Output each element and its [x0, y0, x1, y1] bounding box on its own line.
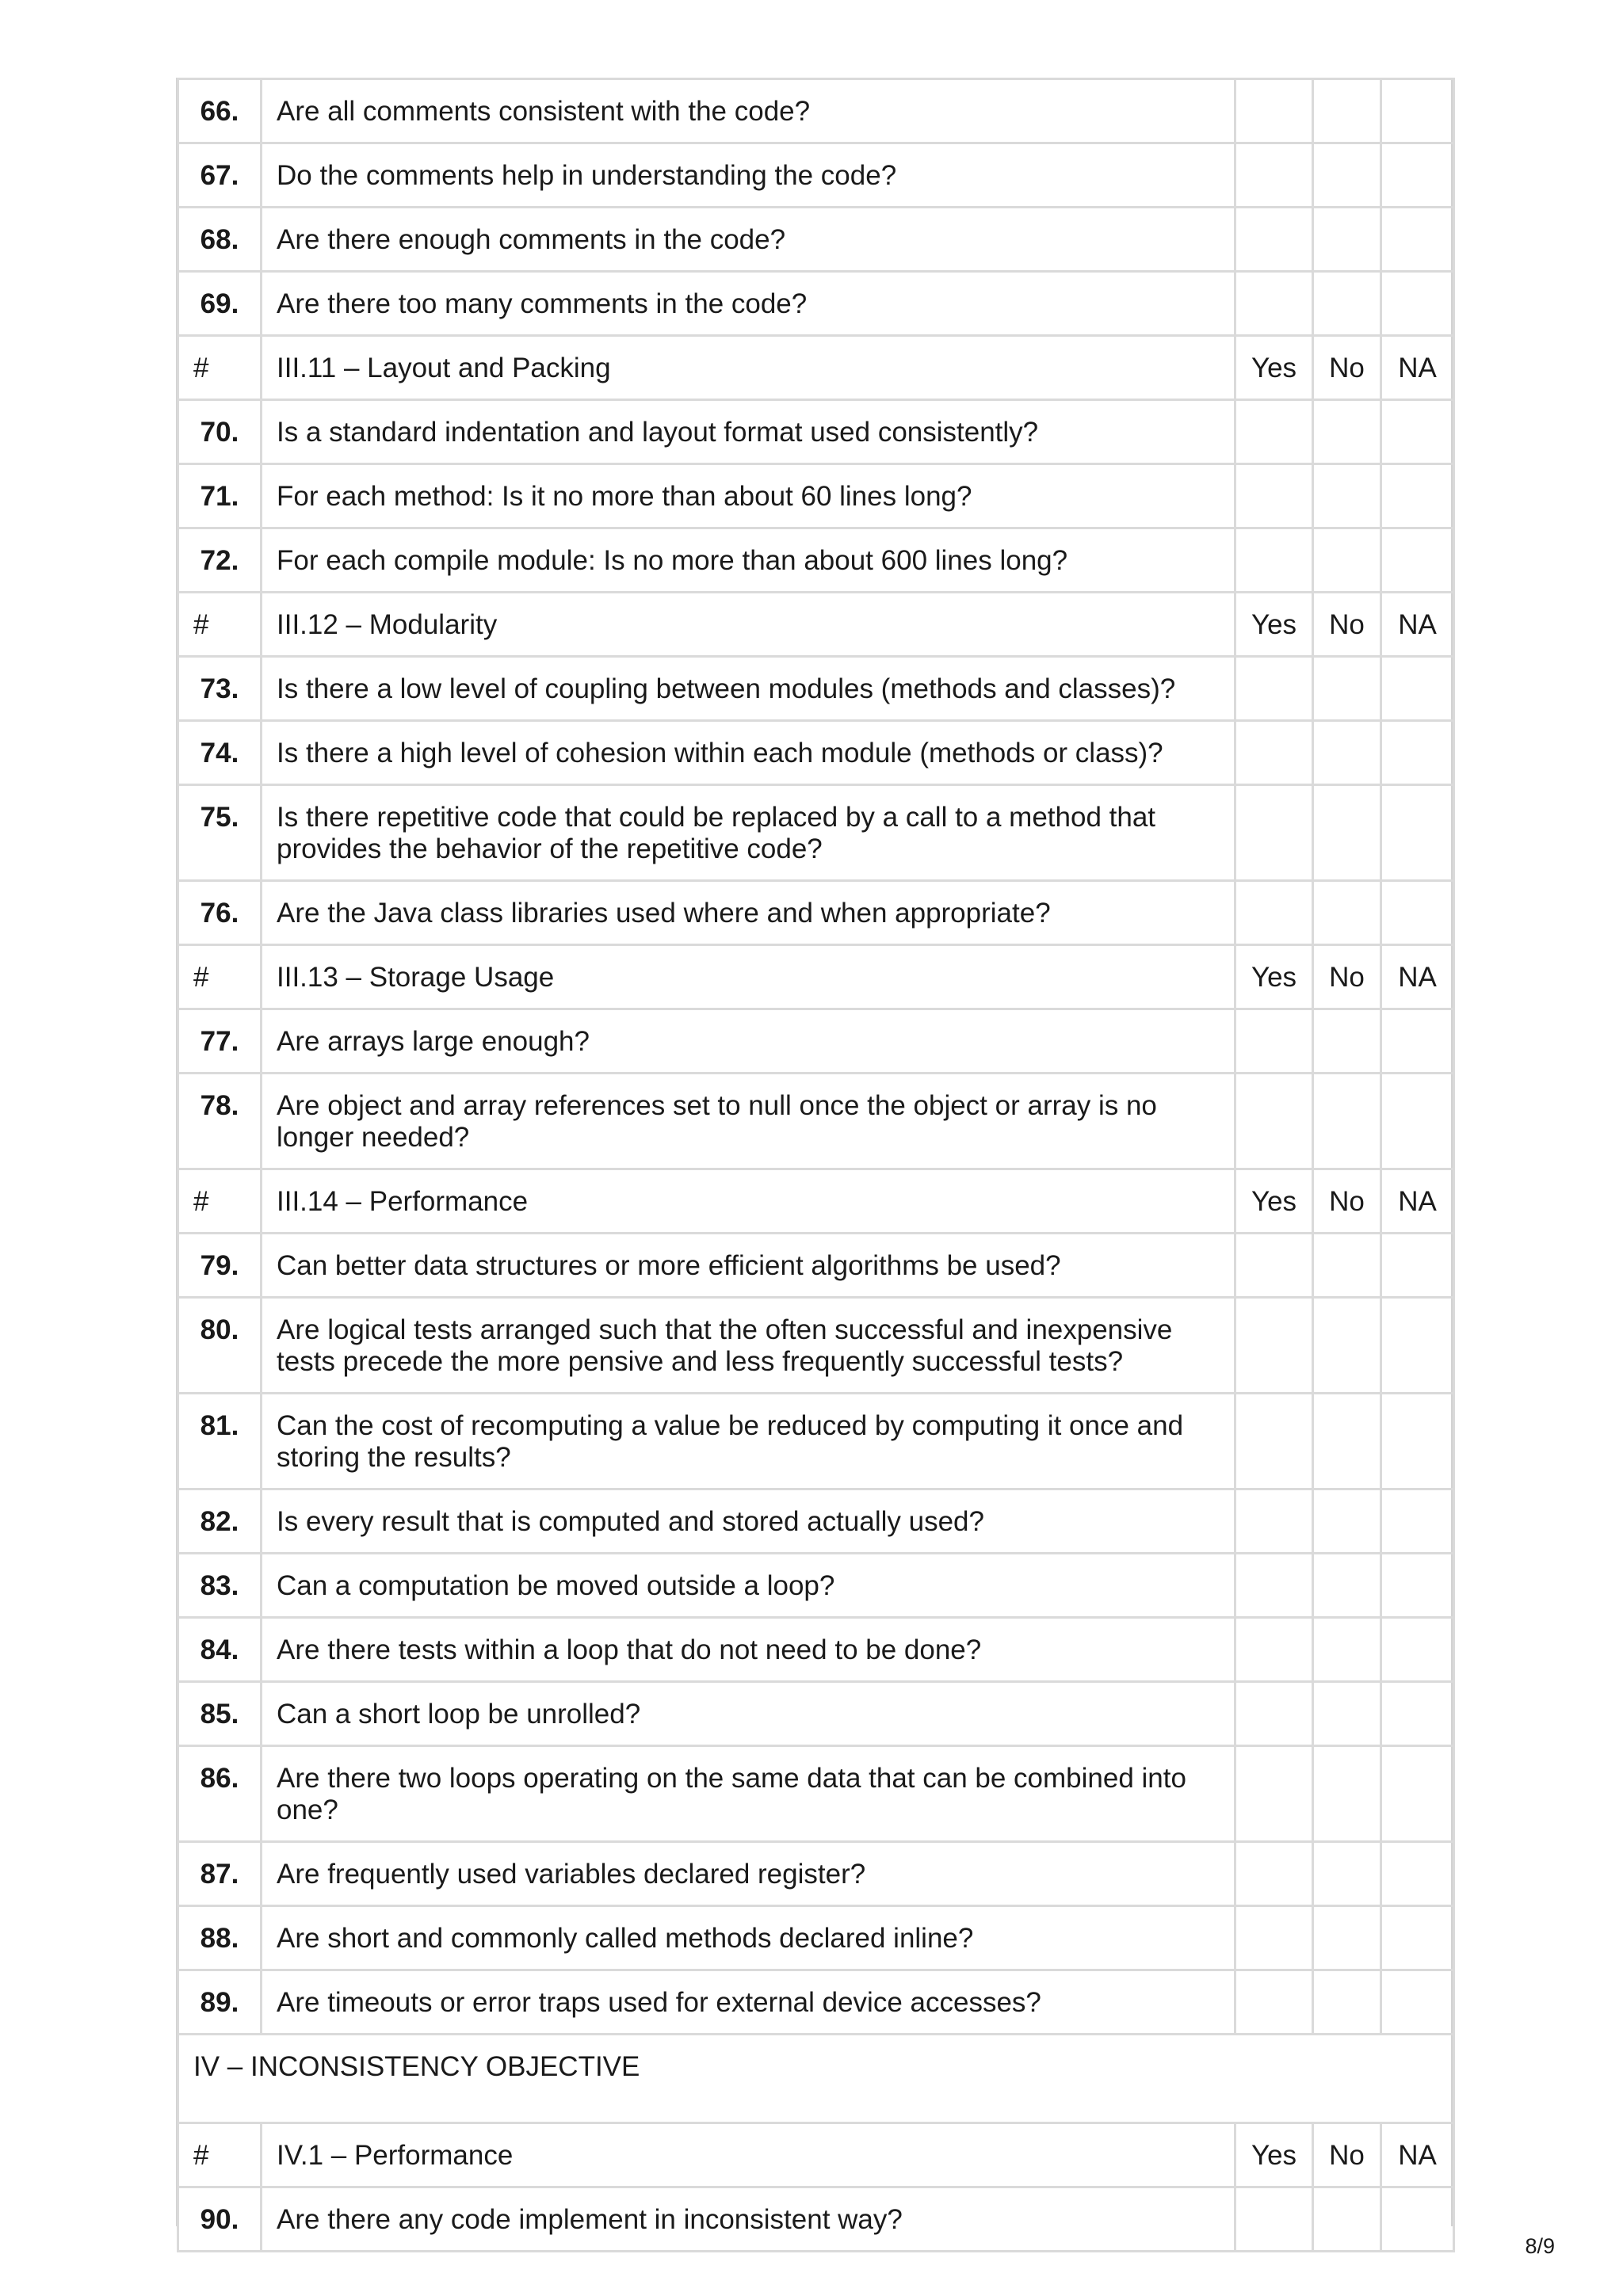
item-question: Are short and commonly called methods declared inline?	[262, 1906, 1235, 1970]
checklist-item-row	[178, 1618, 1454, 1682]
checklist-item-row	[178, 1298, 1454, 1394]
yes-answer-cell	[1235, 1906, 1313, 1970]
section-hash: #	[178, 1169, 262, 1234]
item-question: Can the cost of recomputing a value be reduced by computing it once and storing the results?	[262, 1394, 1235, 1489]
checklist-item-row	[178, 785, 1454, 881]
section-header-row	[178, 945, 1454, 1009]
na-answer-cell	[1381, 1298, 1454, 1394]
na-answer-cell	[1381, 721, 1454, 785]
na-answer-cell	[1381, 657, 1454, 721]
no-answer-cell	[1313, 1842, 1381, 1906]
no-answer-cell	[1313, 1009, 1381, 1074]
item-question: Are arrays large enough?	[262, 1009, 1235, 1074]
checklist-item-row	[178, 528, 1454, 593]
no-answer-cell	[1313, 464, 1381, 528]
na-answer-cell	[1381, 1074, 1454, 1169]
checklist-item-row	[178, 1906, 1454, 1970]
no-answer-cell	[1313, 785, 1381, 881]
no-answer-cell	[1313, 2187, 1381, 2252]
checklist-item-row	[178, 657, 1454, 721]
item-question: Can a short loop be unrolled?	[262, 1682, 1235, 1746]
yes-answer-cell	[1235, 1009, 1313, 1074]
item-question: For each compile module: Is no more than about 600 lines long?	[262, 528, 1235, 593]
yes-answer-cell	[1235, 1489, 1313, 1554]
item-question: Are logical tests arranged such that the often successful and inexpensive tests precede the more pensive and less frequently successful tests?	[262, 1298, 1235, 1394]
no-answer-cell	[1313, 143, 1381, 208]
na-answer-cell	[1381, 1394, 1454, 1489]
yes-answer-cell	[1235, 1394, 1313, 1489]
na-answer-cell	[1381, 272, 1454, 336]
item-number: 70.	[178, 400, 262, 464]
item-number: 89.	[178, 1970, 262, 2035]
no-answer-cell	[1313, 1554, 1381, 1618]
no-answer-cell	[1313, 208, 1381, 272]
yes-answer-cell	[1235, 721, 1313, 785]
checklist-item-row	[178, 1074, 1454, 1169]
section-header-row	[178, 2123, 1454, 2187]
yes-answer-cell	[1235, 528, 1313, 593]
item-number: 76.	[178, 881, 262, 945]
yes-column-header: Yes	[1235, 1169, 1313, 1234]
yes-column-header: Yes	[1235, 945, 1313, 1009]
yes-answer-cell	[1235, 79, 1313, 143]
item-number: 88.	[178, 1906, 262, 1970]
item-number: 86.	[178, 1746, 262, 1842]
section-hash: #	[178, 945, 262, 1009]
item-number: 82.	[178, 1489, 262, 1554]
page-number: 8/9	[1525, 2234, 1555, 2258]
na-answer-cell	[1381, 1970, 1454, 2035]
na-answer-cell	[1381, 528, 1454, 593]
checklist-item-row	[178, 1394, 1454, 1489]
item-number: 90.	[178, 2187, 262, 2252]
no-answer-cell	[1313, 1074, 1381, 1169]
na-answer-cell	[1381, 1906, 1454, 1970]
item-question: Is there a low level of coupling between modules (methods and classes)?	[262, 657, 1235, 721]
section-title: III.14 – Performance	[262, 1169, 1235, 1234]
objective-title: IV – INCONSISTENCY OBJECTIVE	[178, 2035, 1454, 2123]
yes-answer-cell	[1235, 400, 1313, 464]
section-title: III.12 – Modularity	[262, 593, 1235, 657]
yes-answer-cell	[1235, 881, 1313, 945]
no-answer-cell	[1313, 1906, 1381, 1970]
item-question: Are there tests within a loop that do not need to be done?	[262, 1618, 1235, 1682]
item-number: 69.	[178, 272, 262, 336]
yes-answer-cell	[1235, 1746, 1313, 1842]
yes-column-header: Yes	[1235, 593, 1313, 657]
yes-answer-cell	[1235, 143, 1313, 208]
na-answer-cell	[1381, 1746, 1454, 1842]
na-answer-cell	[1381, 464, 1454, 528]
yes-column-header: Yes	[1235, 336, 1313, 400]
item-question: Is every result that is computed and stored actually used?	[262, 1489, 1235, 1554]
checklist-item-row	[178, 1970, 1454, 2035]
section-hash: #	[178, 2123, 262, 2187]
item-number: 66.	[178, 79, 262, 143]
item-number: 79.	[178, 1234, 262, 1298]
item-question: Is there a high level of cohesion within each module (methods or class)?	[262, 721, 1235, 785]
yes-answer-cell	[1235, 1298, 1313, 1394]
item-question: Are object and array references set to null once the object or array is no longer needed?	[262, 1074, 1235, 1169]
no-answer-cell	[1313, 881, 1381, 945]
item-number: 75.	[178, 785, 262, 881]
no-answer-cell	[1313, 1234, 1381, 1298]
yes-column-header: Yes	[1235, 2123, 1313, 2187]
item-question: Are there any code implement in inconsistent way?	[262, 2187, 1235, 2252]
yes-answer-cell	[1235, 1970, 1313, 2035]
item-question: Is there repetitive code that could be replaced by a call to a method that provides the behavior of the repetitive code?	[262, 785, 1235, 881]
no-column-header: No	[1313, 2123, 1381, 2187]
item-number: 80.	[178, 1298, 262, 1394]
na-answer-cell	[1381, 2187, 1454, 2252]
no-answer-cell	[1313, 1746, 1381, 1842]
na-answer-cell	[1381, 208, 1454, 272]
item-question: Do the comments help in understanding the code?	[262, 143, 1235, 208]
item-question: Are there enough comments in the code?	[262, 208, 1235, 272]
no-answer-cell	[1313, 1394, 1381, 1489]
item-question: For each method: Is it no more than about 60 lines long?	[262, 464, 1235, 528]
item-number: 68.	[178, 208, 262, 272]
yes-answer-cell	[1235, 1682, 1313, 1746]
checklist-item-row	[178, 1682, 1454, 1746]
na-answer-cell	[1381, 1618, 1454, 1682]
item-number: 77.	[178, 1009, 262, 1074]
section-hash: #	[178, 336, 262, 400]
na-column-header: NA	[1381, 593, 1454, 657]
yes-answer-cell	[1235, 785, 1313, 881]
item-question: Are timeouts or error traps used for external device accesses?	[262, 1970, 1235, 2035]
checklist-item-row	[178, 400, 1454, 464]
na-answer-cell	[1381, 881, 1454, 945]
no-answer-cell	[1313, 657, 1381, 721]
item-number: 73.	[178, 657, 262, 721]
objective-heading-row	[178, 2035, 1454, 2123]
item-question: Is a standard indentation and layout format used consistently?	[262, 400, 1235, 464]
yes-answer-cell	[1235, 1234, 1313, 1298]
item-question: Are all comments consistent with the code?	[262, 79, 1235, 143]
na-answer-cell	[1381, 79, 1454, 143]
na-column-header: NA	[1381, 1169, 1454, 1234]
no-answer-cell	[1313, 721, 1381, 785]
checklist-item-row	[178, 2187, 1454, 2252]
na-answer-cell	[1381, 1009, 1454, 1074]
checklist-item-row	[178, 1554, 1454, 1618]
no-column-header: No	[1313, 945, 1381, 1009]
item-number: 74.	[178, 721, 262, 785]
checklist-item-row	[178, 721, 1454, 785]
item-question: Can better data structures or more efficient algorithms be used?	[262, 1234, 1235, 1298]
item-number: 84.	[178, 1618, 262, 1682]
na-answer-cell	[1381, 1234, 1454, 1298]
section-title: III.11 – Layout and Packing	[262, 336, 1235, 400]
na-answer-cell	[1381, 143, 1454, 208]
no-answer-cell	[1313, 272, 1381, 336]
checklist-item-row	[178, 79, 1454, 143]
na-answer-cell	[1381, 1842, 1454, 1906]
item-number: 71.	[178, 464, 262, 528]
na-column-header: NA	[1381, 2123, 1454, 2187]
checklist-item-row	[178, 272, 1454, 336]
yes-answer-cell	[1235, 1842, 1313, 1906]
no-column-header: No	[1313, 593, 1381, 657]
checklist-item-row	[178, 464, 1454, 528]
checklist-item-row	[178, 1009, 1454, 1074]
checklist-item-row	[178, 1489, 1454, 1554]
item-question: Can a computation be moved outside a loop?	[262, 1554, 1235, 1618]
checklist-item-row	[178, 143, 1454, 208]
na-column-header: NA	[1381, 945, 1454, 1009]
item-number: 78.	[178, 1074, 262, 1169]
checklist-item-row	[178, 1842, 1454, 1906]
item-number: 67.	[178, 143, 262, 208]
no-answer-cell	[1313, 1970, 1381, 2035]
checklist-table	[177, 78, 1455, 2252]
na-answer-cell	[1381, 1554, 1454, 1618]
na-answer-cell	[1381, 785, 1454, 881]
no-answer-cell	[1313, 400, 1381, 464]
section-header-row	[178, 336, 1454, 400]
no-column-header: No	[1313, 1169, 1381, 1234]
section-header-row	[178, 593, 1454, 657]
no-answer-cell	[1313, 79, 1381, 143]
no-answer-cell	[1313, 1682, 1381, 1746]
section-hash: #	[178, 593, 262, 657]
checklist-item-row	[178, 208, 1454, 272]
yes-answer-cell	[1235, 1074, 1313, 1169]
checklist-item-row	[178, 1746, 1454, 1842]
yes-answer-cell	[1235, 1554, 1313, 1618]
item-question: Are there two loops operating on the same data that can be combined into one?	[262, 1746, 1235, 1842]
yes-answer-cell	[1235, 1618, 1313, 1682]
yes-answer-cell	[1235, 208, 1313, 272]
na-answer-cell	[1381, 1489, 1454, 1554]
yes-answer-cell	[1235, 2187, 1313, 2252]
na-column-header: NA	[1381, 336, 1454, 400]
no-answer-cell	[1313, 1618, 1381, 1682]
yes-answer-cell	[1235, 464, 1313, 528]
item-number: 72.	[178, 528, 262, 593]
item-number: 87.	[178, 1842, 262, 1906]
yes-answer-cell	[1235, 657, 1313, 721]
no-answer-cell	[1313, 528, 1381, 593]
item-number: 85.	[178, 1682, 262, 1746]
no-answer-cell	[1313, 1298, 1381, 1394]
item-number: 83.	[178, 1554, 262, 1618]
checklist-item-row	[178, 1234, 1454, 1298]
item-question: Are frequently used variables declared register?	[262, 1842, 1235, 1906]
section-header-row	[178, 1169, 1454, 1234]
item-question: Are the Java class libraries used where and when appropriate?	[262, 881, 1235, 945]
checklist-item-row	[178, 881, 1454, 945]
no-column-header: No	[1313, 336, 1381, 400]
section-title: III.13 – Storage Usage	[262, 945, 1235, 1009]
section-title: IV.1 – Performance	[262, 2123, 1235, 2187]
na-answer-cell	[1381, 1682, 1454, 1746]
no-answer-cell	[1313, 1489, 1381, 1554]
item-number: 81.	[178, 1394, 262, 1489]
yes-answer-cell	[1235, 272, 1313, 336]
item-question: Are there too many comments in the code?	[262, 272, 1235, 336]
na-answer-cell	[1381, 400, 1454, 464]
